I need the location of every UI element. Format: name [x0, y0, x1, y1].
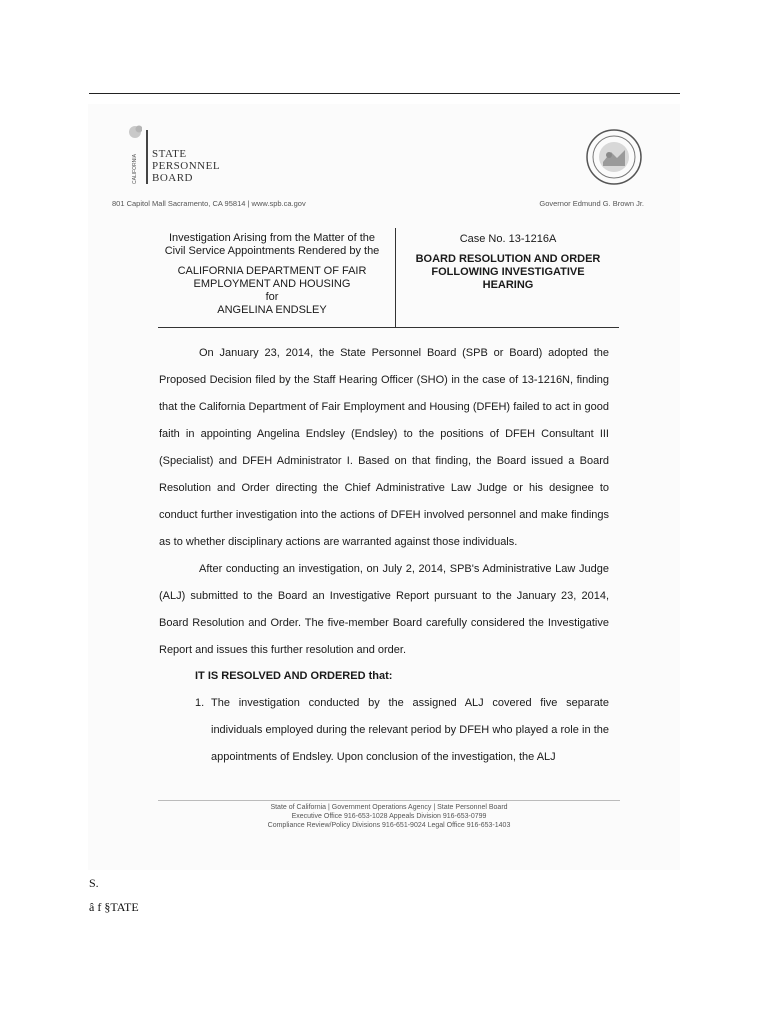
- paragraph-1: On January 23, 2014, the State Personnel Board (SPB or Board) adopted the Proposed Decision filed by the Staff Hearing Officer (SHO) in the case of 13-1216N, finding that the California Department of Fair Employment and Housing (DFEH) failed to act in good faith in appointing Angelina Endsley (Endsley) to the positions of DFEH Consultant III (Specialist) and DFEH Administrator I. Based on that finding, the Board issued a Board Resolution and Order directing the Chief Administrative Law Judge or his designee to conduct further investigation into the actions of DFEH involved personnel and make findings as to whether disciplinary actions are warranted against those individuals.: [159, 347, 609, 548]
- caption-line-5: for: [265, 291, 279, 303]
- footer-rule: [158, 800, 620, 801]
- agency-logo-text: [152, 148, 220, 184]
- ocr-stray-text-2: â f §TATE: [89, 900, 139, 914]
- caption-bottom-rule: [158, 327, 619, 328]
- caption-line-4: EMPLOYMENT AND HOUSING: [193, 278, 351, 290]
- poppy-logo-icon: [128, 124, 142, 186]
- caption-line-1: Investigation Arising from the Matter of the: [168, 232, 376, 244]
- footer-line-2: Executive Office 916-653-1028 Appeals Division 916-653-0799: [291, 813, 487, 820]
- state-seal-icon: [585, 128, 643, 186]
- agency-address: 801 Capitol Mall Sacramento, CA 95814 | www.spb.ca.gov: [112, 199, 306, 208]
- caption-line-3: CALIFORNIA DEPARTMENT OF FAIR: [177, 265, 367, 277]
- document-title-line-1: BOARD RESOLUTION AND ORDER: [415, 253, 601, 265]
- scanned-letter-page: [88, 104, 680, 870]
- resolved-heading: IT IS RESOLVED AND ORDERED that:: [195, 670, 393, 682]
- item-number: 1.: [195, 697, 205, 709]
- logo-line-1: STATE: [152, 148, 187, 160]
- case-caption-right: [403, 233, 613, 292]
- logo-divider: [146, 130, 148, 184]
- case-caption-left: [158, 232, 386, 317]
- caption-divider: [395, 228, 396, 328]
- governor-name: Governor Edmund G. Brown Jr.: [539, 199, 644, 208]
- document-title-line-2: FOLLOWING INVESTIGATIVE: [431, 266, 585, 278]
- top-rule: [89, 93, 680, 94]
- caption-line-6: ANGELINA ENDSLEY: [217, 304, 327, 316]
- logo-line-3: BOARD: [152, 172, 194, 184]
- caption-line-2: Civil Service Appointments Rendered by the: [164, 245, 380, 257]
- numbered-item-1: [159, 690, 609, 771]
- footer-line-3: Compliance Review/Policy Divisions 916-651-9024 Legal Office 916-653-1403: [267, 822, 511, 829]
- letter-footer: [158, 803, 620, 830]
- item-text: The investigation conducted by the assigned ALJ covered five separate individuals employed during the relevant period by DFEH who played a role in the appointments of Endsley. Upon conclusion of the investigation, the ALJ: [211, 697, 609, 763]
- letter-body: [159, 340, 609, 771]
- paragraph-2: After conducting an investigation, on July 2, 2014, SPB's Administrative Law Judge (ALJ) submitted to the Board an Investigative Report pursuant to the January 23, 2014, Board Resolution and Order. The five-member Board carefully considered the Investigative Report and issues this further resolution and order.: [159, 563, 609, 656]
- logo-line-2: PERSONNEL: [152, 160, 221, 172]
- footer-line-1: State of California | Government Operations Agency | State Personnel Board: [270, 804, 508, 811]
- document-title-line-3: HEARING: [482, 279, 534, 291]
- ocr-stray-text-1: S.: [89, 876, 99, 890]
- svg-text:CALIFORNIA: CALIFORNIA: [132, 153, 138, 184]
- case-number: Case No. 13-1216A: [459, 233, 557, 245]
